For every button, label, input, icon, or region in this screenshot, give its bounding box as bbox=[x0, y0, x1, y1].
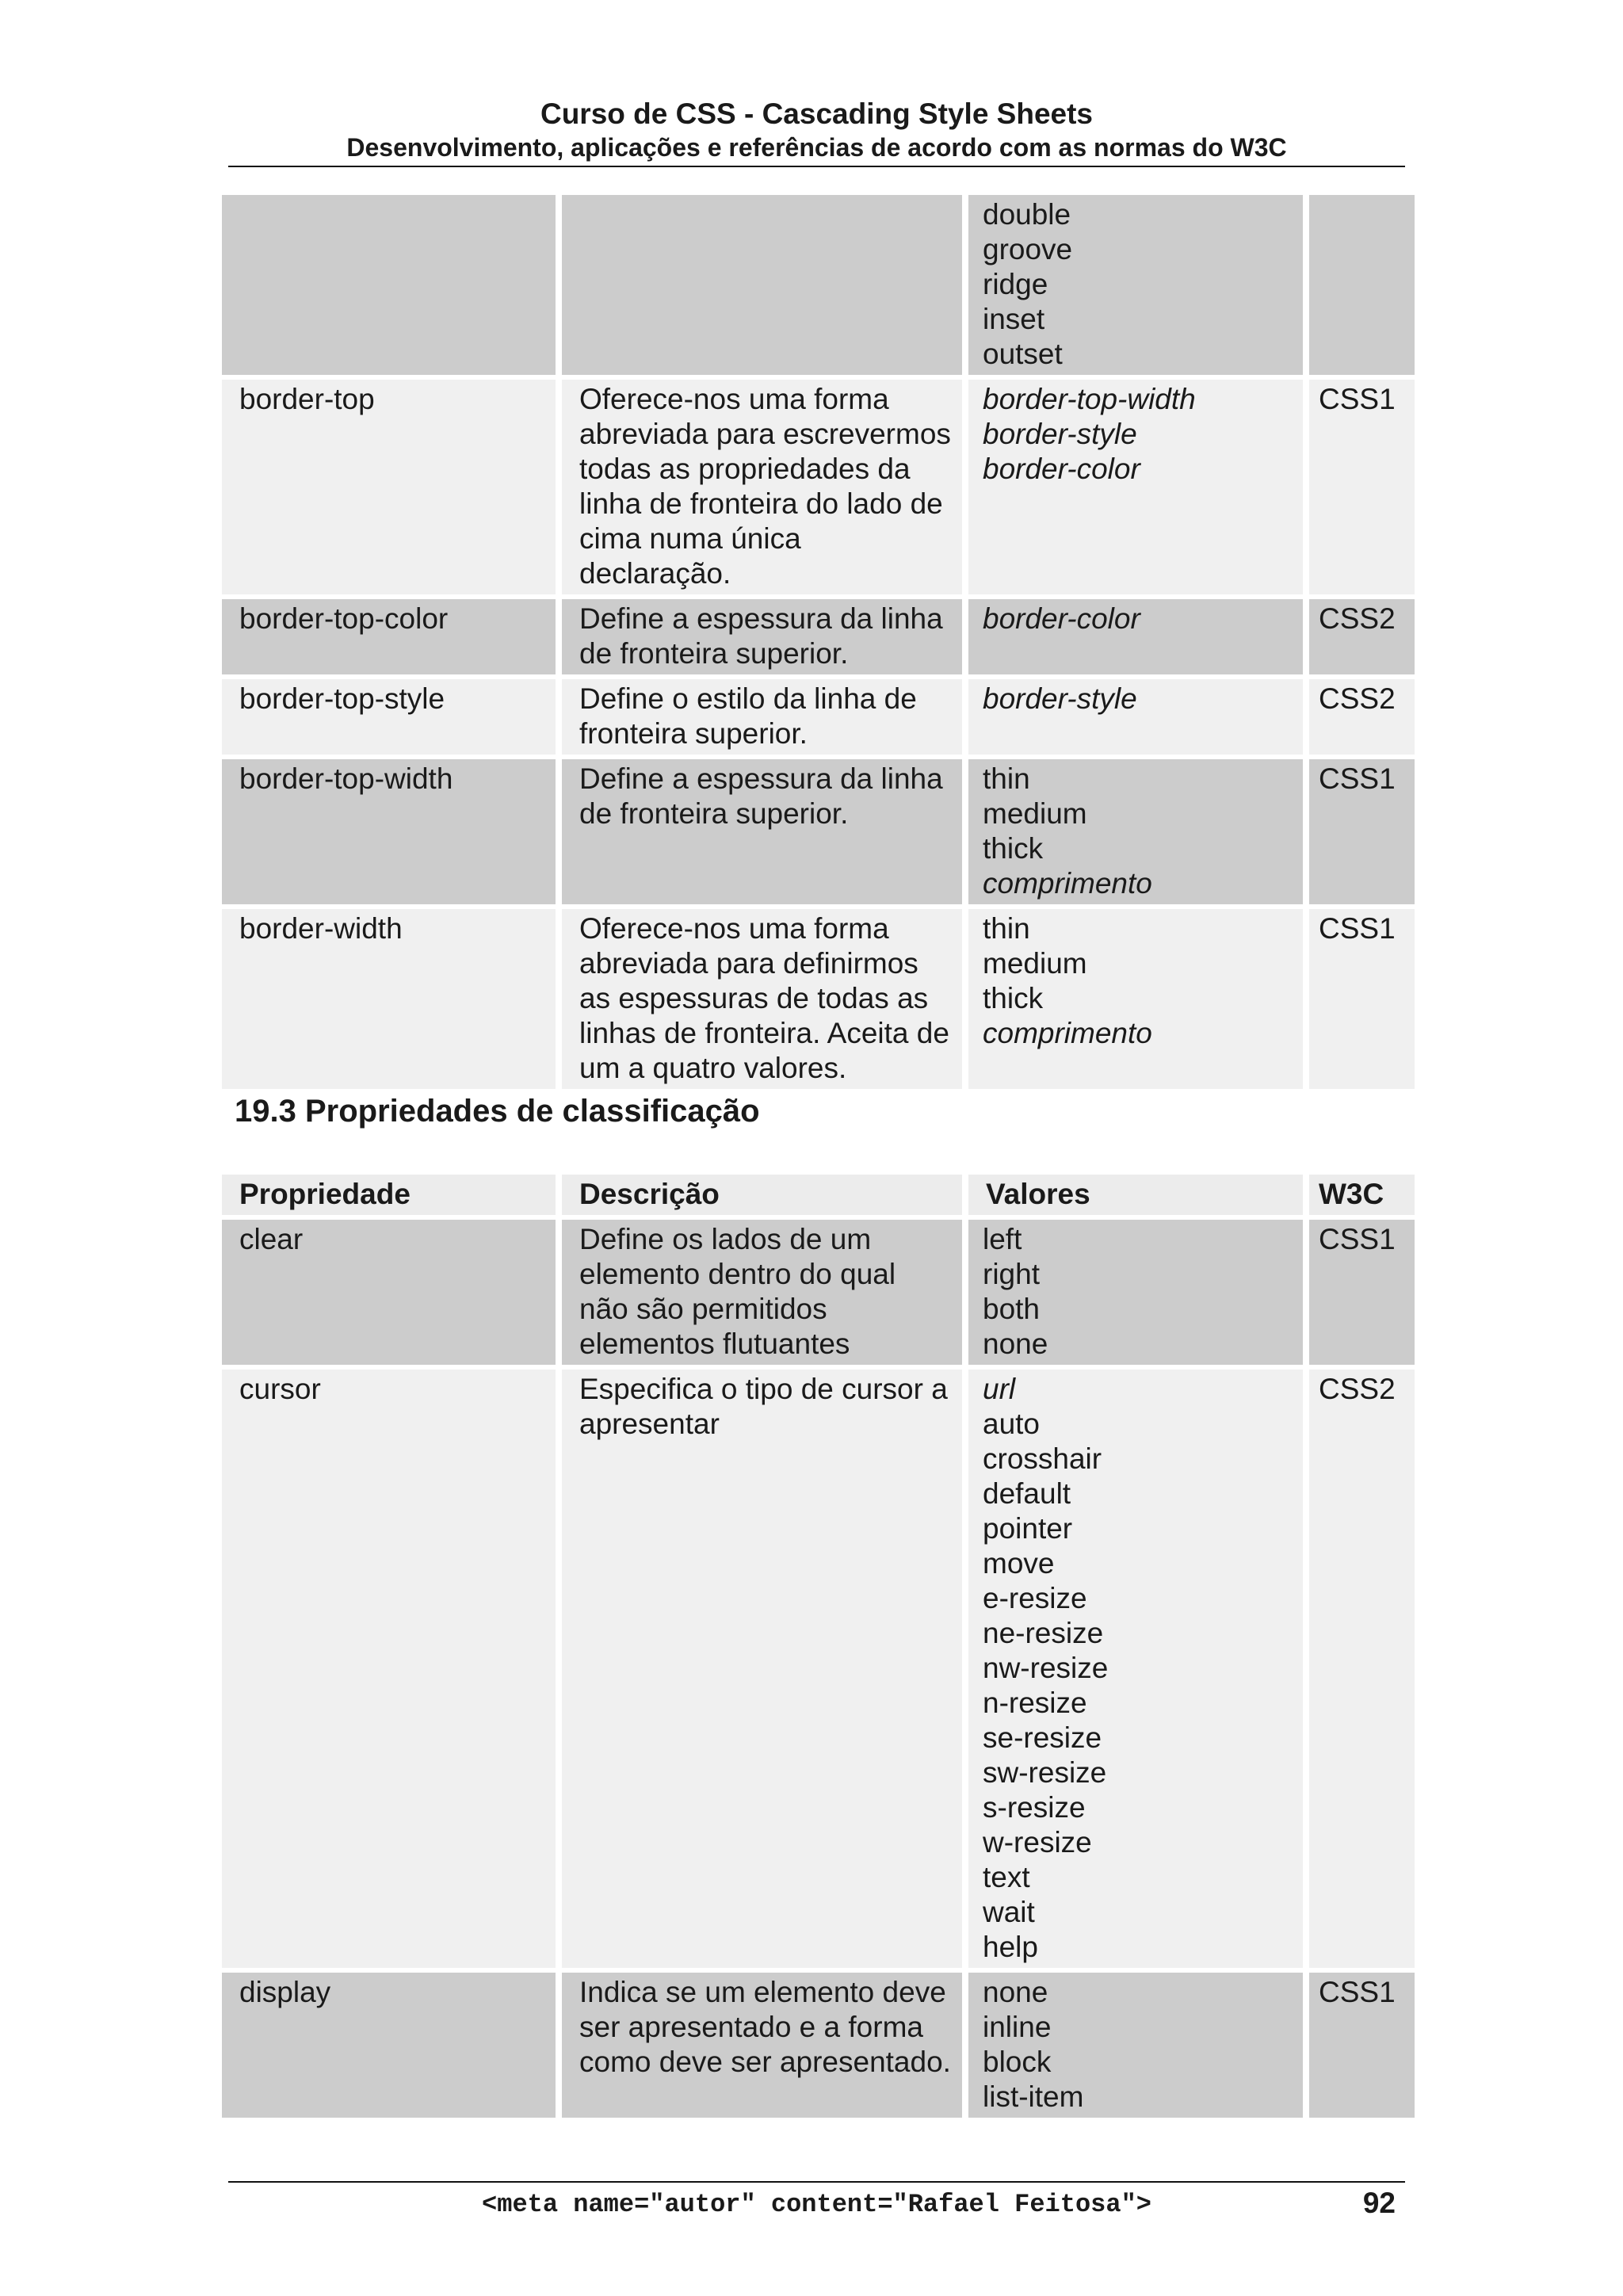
description-cell: Define a espessura da linha de fronteira superior. bbox=[562, 599, 962, 674]
value-item: left bbox=[983, 1223, 1022, 1255]
values-cell bbox=[968, 1370, 1303, 1968]
header-values: Valores bbox=[968, 1175, 1303, 1215]
property-cell: border-top-color bbox=[222, 599, 556, 674]
header-property: Propriedade bbox=[222, 1175, 556, 1215]
value-item: both bbox=[983, 1293, 1041, 1325]
value-item: list-item bbox=[983, 2080, 1084, 2113]
values-cell bbox=[968, 195, 1303, 375]
value-item: s-resize bbox=[983, 1791, 1086, 1824]
value-item: comprimento bbox=[983, 1017, 1152, 1049]
value-item: comprimento bbox=[983, 867, 1152, 900]
document-title: Curso de CSS - Cascading Style Sheets bbox=[540, 97, 1094, 130]
value-item: n-resize bbox=[983, 1687, 1087, 1719]
w3c-cell: CSS2 bbox=[1309, 679, 1415, 755]
property-cell: border-top-style bbox=[222, 679, 556, 755]
values-cell bbox=[968, 759, 1303, 904]
value-item: move bbox=[983, 1547, 1055, 1580]
value-item: medium bbox=[983, 797, 1087, 830]
value-item: ridge bbox=[983, 268, 1048, 300]
table-row bbox=[222, 380, 1415, 594]
value-item: border-style bbox=[983, 418, 1137, 450]
value-item: url bbox=[983, 1373, 1016, 1405]
w3c-cell: CSS1 bbox=[1309, 909, 1415, 1089]
value-item: nw-resize bbox=[983, 1652, 1109, 1684]
property-cell: border-width bbox=[222, 909, 556, 1089]
w3c-cell bbox=[1309, 195, 1415, 375]
value-item: e-resize bbox=[983, 1582, 1087, 1614]
table-header-row bbox=[222, 1175, 1415, 1215]
table-row bbox=[222, 759, 1415, 904]
values-cell bbox=[968, 679, 1303, 755]
section-title: 19.3 Propriedades de classificação bbox=[235, 1094, 760, 1129]
header-rule bbox=[228, 166, 1405, 167]
value-item: none bbox=[983, 1976, 1048, 2008]
property-cell bbox=[222, 195, 556, 375]
property-cell: border-top bbox=[222, 380, 556, 594]
footer-rule bbox=[228, 2181, 1405, 2183]
values-cell bbox=[968, 1220, 1303, 1365]
value-item: help bbox=[983, 1931, 1038, 1963]
value-item: wait bbox=[983, 1896, 1035, 1928]
value-item: text bbox=[983, 1861, 1030, 1893]
value-item: border-style bbox=[983, 682, 1137, 715]
page-number: 92 bbox=[1362, 2187, 1396, 2219]
table-row bbox=[222, 1220, 1415, 1365]
page-header bbox=[228, 97, 1405, 163]
description-cell: Indica se um elemento deve ser apresentado e a forma como deve ser apresentado. bbox=[562, 1973, 962, 2118]
values-cell bbox=[968, 380, 1303, 594]
value-item: none bbox=[983, 1328, 1048, 1360]
property-cell: cursor bbox=[222, 1370, 556, 1968]
table-row bbox=[222, 909, 1415, 1089]
property-cell: border-top-width bbox=[222, 759, 556, 904]
w3c-cell: CSS1 bbox=[1309, 1220, 1415, 1365]
value-item: thick bbox=[983, 982, 1044, 1014]
value-item: outset bbox=[983, 338, 1063, 370]
table-row bbox=[222, 679, 1415, 755]
value-item: default bbox=[983, 1477, 1071, 1510]
w3c-cell: CSS2 bbox=[1309, 1370, 1415, 1968]
table-row bbox=[222, 1973, 1415, 2118]
values-cell bbox=[968, 909, 1303, 1089]
w3c-cell: CSS1 bbox=[1309, 1973, 1415, 2118]
property-cell: display bbox=[222, 1973, 556, 2118]
value-item: border-color bbox=[983, 602, 1140, 635]
header-description: Descrição bbox=[562, 1175, 962, 1215]
value-item: se-resize bbox=[983, 1721, 1102, 1754]
value-item: double bbox=[983, 198, 1071, 231]
value-item: inline bbox=[983, 2011, 1052, 2043]
description-cell: Define a espessura da linha de fronteira superior. bbox=[562, 759, 962, 904]
table-row bbox=[222, 195, 1415, 375]
table-row bbox=[222, 599, 1415, 674]
description-cell: Oferece-nos uma forma abreviada para definirmos as espessuras de todas as linhas de fronteira. Aceita de um a quatro valores. bbox=[562, 909, 962, 1089]
description-cell bbox=[562, 195, 962, 375]
document-subtitle: Desenvolvimento, aplicações e referências de acordo com as normas do W3C bbox=[346, 133, 1287, 162]
page-footer bbox=[228, 2186, 1405, 2225]
value-item: crosshair bbox=[983, 1442, 1102, 1475]
value-item: sw-resize bbox=[983, 1756, 1107, 1789]
w3c-cell: CSS1 bbox=[1309, 380, 1415, 594]
value-item: thin bbox=[983, 912, 1030, 945]
properties-table-continued bbox=[216, 190, 1421, 1094]
w3c-cell: CSS2 bbox=[1309, 599, 1415, 674]
description-cell: Especifica o tipo de cursor a apresentar bbox=[562, 1370, 962, 1968]
table-row bbox=[222, 1370, 1415, 1968]
value-item: block bbox=[983, 2046, 1052, 2078]
description-cell: Define o estilo da linha de fronteira superior. bbox=[562, 679, 962, 755]
footer-meta-tag: <meta name="autor" content="Rafael Feitosa"> bbox=[482, 2190, 1151, 2219]
value-item: thin bbox=[983, 762, 1030, 795]
w3c-cell: CSS1 bbox=[1309, 759, 1415, 904]
value-item: medium bbox=[983, 947, 1087, 980]
header-w3c: W3C bbox=[1309, 1175, 1415, 1215]
value-item: border-top-width bbox=[983, 383, 1196, 415]
values-cell bbox=[968, 1973, 1303, 2118]
value-item: ne-resize bbox=[983, 1617, 1104, 1649]
value-item: auto bbox=[983, 1408, 1041, 1440]
value-item: border-color bbox=[983, 453, 1140, 485]
value-item: inset bbox=[983, 303, 1045, 335]
value-item: w-resize bbox=[983, 1826, 1092, 1859]
value-item: thick bbox=[983, 832, 1044, 865]
values-cell bbox=[968, 599, 1303, 674]
property-cell: clear bbox=[222, 1220, 556, 1365]
value-item: groove bbox=[983, 233, 1073, 266]
description-cell: Oferece-nos uma forma abreviada para escrevermos todas as propriedades da linha de fronteira do lado de cima numa única declaração. bbox=[562, 380, 962, 594]
value-item: right bbox=[983, 1258, 1040, 1290]
value-item: pointer bbox=[983, 1512, 1073, 1545]
description-cell: Define os lados de um elemento dentro do qual não são permitidos elementos flutuantes bbox=[562, 1220, 962, 1365]
classification-properties-table bbox=[216, 1170, 1421, 2122]
